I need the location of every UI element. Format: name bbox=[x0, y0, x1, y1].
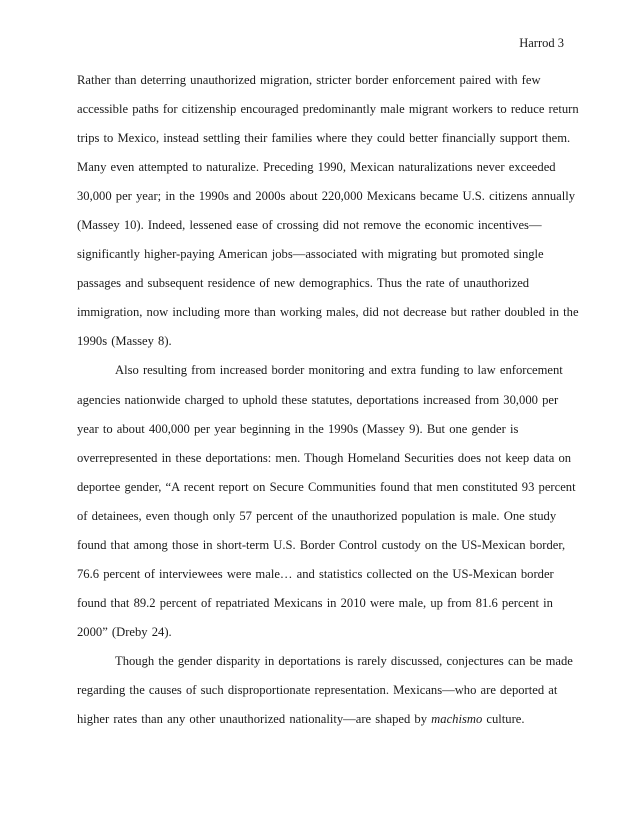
running-head: Harrod 3 bbox=[519, 36, 564, 50]
text-line: accessible paths for citizenship encouraged predominantly male migrant workers to reduce return bbox=[77, 102, 579, 117]
text-run: culture. bbox=[482, 712, 525, 727]
text-line: 2000” (Dreby 24). bbox=[77, 624, 172, 639]
text-line: Many even attempted to naturalize. Preceding 1990, Mexican naturalizations never exceeded bbox=[77, 160, 556, 175]
text-run: higher rates than any other unauthorized nationality—are shaped by bbox=[77, 712, 432, 727]
paragraph-1 bbox=[77, 66, 579, 356]
text-line: Rather than deterring unauthorized migration, stricter border enforcement paired with few bbox=[77, 73, 541, 87]
text-line: of detainees, even though only 57 percent of the unauthorized population is male. One study bbox=[77, 508, 557, 523]
text-line: year to about 400,000 per year beginning in the 1990s (Massey 9). But one gender is bbox=[77, 421, 519, 436]
text-line: overrepresented in these deportations: men. Though Homeland Securities does not keep data on bbox=[77, 450, 572, 465]
text-line: trips to Mexico, instead settling their families where they could better financially support them. bbox=[77, 131, 571, 146]
text-line: passages and subsequent residence of new demographics. Thus the rate of unauthorized bbox=[77, 276, 530, 291]
text-line: Also resulting from increased border monitoring and extra funding to law enforcement bbox=[115, 363, 563, 378]
body-text bbox=[77, 66, 579, 734]
italic-term: machismo bbox=[431, 712, 483, 727]
text-line: deportee gender, “A recent report on Secure Communities found that men constituted 93 percent bbox=[77, 479, 576, 494]
paragraph-2-continued bbox=[77, 386, 576, 647]
paragraph-3-continued bbox=[77, 676, 562, 734]
text-line: 1990s (Massey 8). bbox=[77, 334, 172, 349]
text-line: Though the gender disparity in deportations is rarely discussed, conjectures can be made bbox=[115, 653, 573, 668]
text-line: found that 89.2 percent of repatriated Mexicans in 2010 were male, up from 81.6 percent in bbox=[77, 595, 553, 610]
text-line: immigration, now including more than working males, did not decrease but rather doubled in the bbox=[77, 305, 579, 320]
text-line: (Massey 10). Indeed, lessened ease of crossing did not remove the economic incentives— bbox=[77, 218, 542, 233]
paragraph-3 bbox=[77, 647, 573, 676]
text-line: significantly higher-paying American jobs—associated with migrating but promoted single bbox=[77, 247, 544, 262]
paragraph-2 bbox=[77, 356, 562, 385]
text-line: agencies nationwide charged to uphold these statutes, deportations increased from 30,000 per bbox=[77, 392, 559, 407]
text-line: 76.6 percent of interviewees were male… and statistics collected on the US-Mexican border bbox=[77, 566, 554, 581]
text-line-final bbox=[77, 705, 562, 734]
text-line: found that among those in short-term U.S. Border Control custody on the US-Mexican border, bbox=[77, 537, 566, 552]
text-line: 30,000 per year; in the 1990s and 2000s about 220,000 Mexicans became U.S. citizens annually bbox=[77, 189, 576, 204]
text-line: regarding the causes of such disproportionate representation. Mexicans—who are deported at bbox=[77, 682, 558, 697]
